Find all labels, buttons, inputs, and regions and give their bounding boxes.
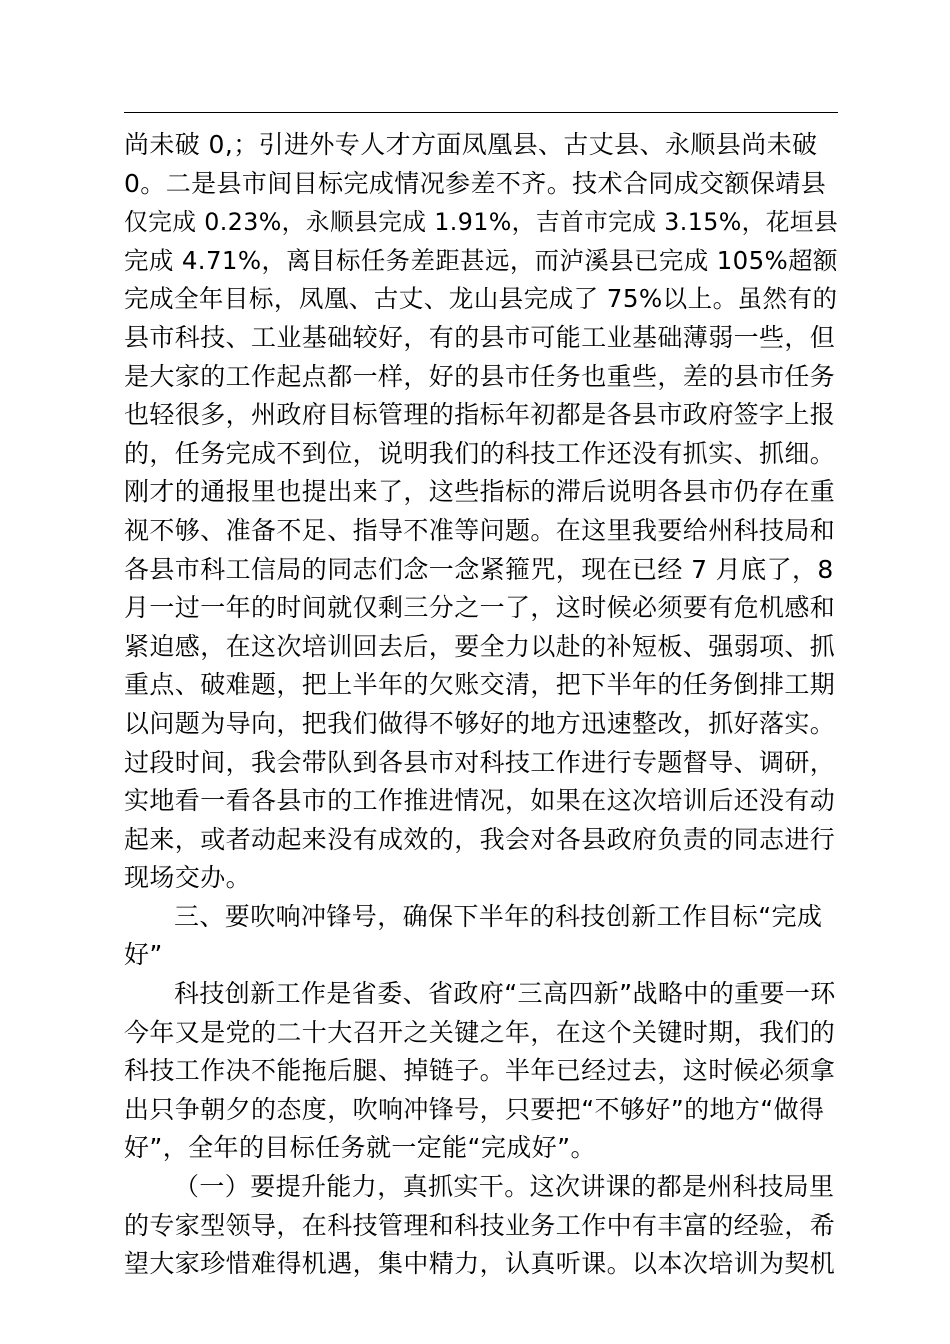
text-line: 的，任务完成不到位，说明我们的科技工作还没有抓实、抓细。 [124, 438, 836, 468]
text-line: 仅完成 0.23%，永顺县完成 1.91%，吉首市完成 3.15%，花垣县 [124, 208, 839, 237]
text-line: 过段时间，我会带队到各县市对科技工作进行专题督导、调研， [124, 747, 836, 777]
text-line: 出只争朝夕的态度，吹响冲锋号，只要把“不够好”的地方“做得 [124, 1094, 825, 1124]
text-line: 现场交办。 [124, 863, 252, 893]
text-line: 科技工作决不能拖后腿、掉链子。半年已经过去，这时候必须拿 [124, 1056, 836, 1086]
text-line: 今年又是党的二十大召开之关键之年，在这个关键时期，我们的 [124, 1017, 836, 1047]
text-line: （一）要提升能力，真抓实干。这次讲课的都是州科技局里 [174, 1172, 835, 1202]
text-line: 实地看一看各县市的工作推进情况，如果在这次培训后还没有动 [124, 786, 836, 816]
text-line: 县市科技、工业基础较好，有的县市可能工业基础薄弱一些，但 [124, 322, 836, 352]
text-line: 也轻很多，州政府目标管理的指标年初都是各县市政府签字上报 [124, 400, 836, 430]
text-line: 是大家的工作起点都一样，好的县市任务也重些，差的县市任务 [124, 361, 836, 391]
text-line: 刚才的通报里也提出来了，这些指标的滞后说明各县市仍存在重 [124, 477, 836, 507]
text-line: 科技创新工作是省委、省政府“三高四新”战略中的重要一环 [174, 979, 836, 1009]
text-line: 好”，全年的目标任务就一定能“完成好”。 [124, 1133, 596, 1163]
text-line: 以问题为导向，把我们做得不够好的地方迅速整改，抓好落实。 [124, 708, 836, 738]
text-line: 重点、破难题，把上半年的欠账交清，把下半年的任务倒排工期 [124, 670, 836, 700]
text-line: 视不够、准备不足、指导不准等问题。在这里我要给州科技局和 [124, 515, 836, 545]
header-rule [124, 112, 838, 113]
text-line: 三、要吹响冲锋号，确保下半年的科技创新工作目标“完成 [174, 901, 823, 931]
text-line: 各县市科工信局的同志们念一念紧箍咒，现在已经 7 月底了，8 [124, 554, 834, 584]
text-line: 好” [124, 940, 163, 970]
text-line: 完成 4.71%，离目标任务差距甚远，而泸溪县已完成 105%超额 [124, 245, 838, 275]
text-line: 尚未破 0,；引进外专人才方面凤凰县、古丈县、永顺县尚未破 [124, 130, 818, 159]
text-line: 的专家型领导，在科技管理和科技业务工作中有丰富的经验，希 [124, 1210, 836, 1240]
text-line: 紧迫感，在这次培训回去后，要全力以赴的补短板、强弱项、抓 [124, 631, 836, 661]
text-line: 0。二是县市间目标完成情况参差不齐。技术合同成交额保靖县 [124, 168, 827, 198]
document-body [124, 126, 838, 1284]
text-line: 望大家珍惜难得机遇，集中精力，认真听课。以本次培训为契机 [124, 1249, 836, 1279]
text-line: 完成全年目标，凤凰、古丈、龙山县完成了 75%以上。虽然有的 [124, 284, 838, 314]
text-line: 起来，或者动起来没有成效的，我会对各县政府负责的同志进行 [124, 824, 836, 854]
text-line: 月一过一年的时间就仅剩三分之一了，这时候必须要有危机感和 [124, 593, 836, 623]
